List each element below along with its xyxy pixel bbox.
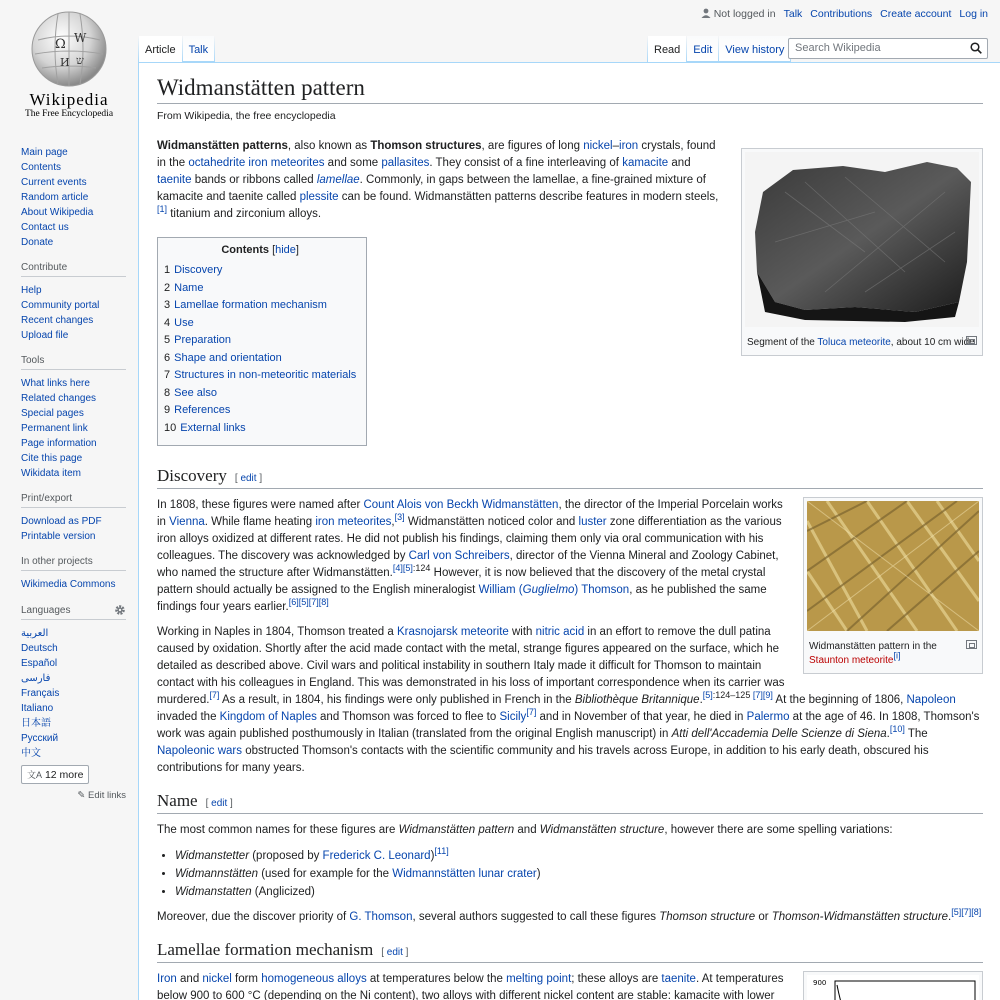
create-account-link[interactable]: Create account [880,8,952,20]
thumbnail-caption: Segment of the Toluca meteorite, about 10 cm wide [745,332,979,352]
print-portal [21,493,126,544]
toc-hide-button[interactable]: hide [275,244,296,256]
svg-text:W: W [74,31,87,45]
section-heading-discovery: Discovery [ edit ] [157,466,983,489]
sidebar-item-main-page[interactable]: Main page [21,147,68,158]
page-title: Widmanstätten pattern [157,75,983,104]
discovery-paragraph-2: Working in Naples in 1804, Thomson treated a Krasnojarsk meteorite with nitric acid in an effort to remove the dull patina caused by oxidation. Shortly after the acid made contact with the metal, strange figures appeared on the surface, which he detailed as described above. Civil wars and political instability in southern Italy made it difficult for Thomson to maintain contact with his colleagues in England. This was demonstrated in his loss of important correspondence when its carrier was murdered.[7] As a result, in 1804, his findings were only published in French in the Bibliothèque Britannique.[5]:124–125 [7][9] At the beginning of 1806, Napoleon invaded the Kingdom of Naples and Thomson was forced to flee to Sicily[7] and in November of that year, he died in Palermo at the age of 46. In 1808, Thomson's work was again published posthumously in Italian (translated from the original English manuscript) in Atti dell'Accademia Delle Scienze di Siena.[10] The Napoleonic wars obstructed Thomson's contacts with the scientific community and his travels across Europe, in addition to his early death, obscured his contributions for many years. [157,626,980,774]
sidebar-item-cite-this-page[interactable]: Cite this page [21,453,83,464]
sidebar-item-lang-ru[interactable]: Русский [21,733,59,744]
sidebar-item-current-events[interactable]: Current events [21,177,87,188]
sidebar-item-wikimedia-commons[interactable]: Wikimedia Commons [21,579,116,590]
logo-wordmark: Wikipedia [29,90,109,109]
navigation-portal [21,145,126,250]
sidebar-item-special-pages[interactable]: Special pages [21,408,84,419]
languages-portal [21,604,126,801]
section-heading-lamellae: Lamellae formation mechanism [ edit ] [157,940,983,963]
sidebar-item-upload-file[interactable]: Upload file [21,330,69,341]
sidebar-item-community-portal[interactable]: Community portal [21,300,100,311]
toc-item-preparation[interactable]: 5 Preparation [164,334,231,346]
thumbnail-caption: Widmanstätten pattern in the Staunton meteorite[i] [807,636,979,670]
tools-heading: Tools [21,355,126,370]
sidebar-item-recent-changes[interactable]: Recent changes [21,315,94,326]
more-languages-button[interactable] [21,765,89,784]
toc-item-use[interactable]: 4 Use [164,316,194,329]
toluca-meteorite-image[interactable] [745,152,979,327]
contribute-heading: Contribute [21,262,126,277]
tab-talk[interactable]: Talk [183,36,215,62]
toc-item-external-links[interactable]: 10 External links [164,421,246,434]
name-paragraph-2: Moreover, due the discover priority of G. Thomson, several authors suggested to call these figures Thomson structure or Thomson-Widmanstätten structure.[5][7][8] [157,907,982,923]
toc-item-name[interactable]: 2 Name [164,281,204,294]
svg-text:И: И [60,56,70,69]
sidebar-item-printable-version[interactable]: Printable version [21,531,96,542]
thumbnail-toluca [741,148,983,356]
name-paragraph-1: The most common names for these figures are Widmanstätten pattern and Widmanstätten structure, however there are some spelling variations: [157,824,893,836]
user-icon [701,8,711,18]
sidebar-item-lang-ar[interactable]: العربية [21,628,49,639]
sidebar-item-about[interactable]: About Wikipedia [21,207,94,218]
talk-link[interactable]: Talk [783,8,803,20]
login-link[interactable]: Log in [959,8,988,20]
sidebar-item-page-information[interactable]: Page information [21,438,97,449]
sidebar-item-permanent-link[interactable]: Permanent link [21,423,88,434]
toc-item-discovery[interactable]: 1 Discovery [164,264,223,276]
pencil-icon: ✎ [77,790,86,801]
translate-icon: 文A [27,770,43,780]
sidebar-item-lang-zh[interactable]: 中文 [21,748,41,759]
enlarge-icon[interactable] [966,336,977,345]
tab-read[interactable]: Read [648,36,686,62]
toluca-meteorite-link[interactable]: Toluca meteorite [817,337,891,348]
edit-links[interactable] [21,790,126,801]
toc-title: Contents [hide] [221,244,299,256]
edit-section-discovery[interactable]: edit [240,473,257,484]
sidebar-item-lang-de[interactable]: Deutsch [21,643,58,654]
lead-paragraph: Widmanstätten patterns, also known as Thomson structures, are figures of long nickel–iron crystals, found in the octahedrite iron meteorites and some pallasites. They consist of a fine interleaving of kamacite and taenite bands or ribbons called lamellae. Commonly, in gaps between the lamellae, a fine-grained mixture of kamacite and taenite called plessite can be found. Widmanstätten patterns describe features in modern steels,[1] titanium and zirconium alloys. [157,140,719,220]
tab-view-history[interactable]: View history [719,36,790,62]
list-item: • Widmanstatten (Anglicized) [175,883,983,901]
sidebar-item-download-pdf[interactable]: Download as PDF [21,516,102,527]
sidebar-item-contents[interactable]: Contents [21,162,62,173]
svg-text:Ω: Ω [55,37,66,52]
enlarge-icon[interactable] [966,640,977,649]
section-heading-name: Name [ edit ] [157,791,983,814]
contributions-link[interactable]: Contributions [810,8,873,20]
table-of-contents [157,237,367,446]
wikipedia-logo[interactable] [0,0,138,130]
lamellae-paragraph-1: Iron and nickel form homogeneous alloys at temperatures below the melting point; these alloys are taenite. At temperatures below 900 to 600 °C (depending on the Ni content), two alloys with different nickel content are stable: kamacite with lower [157,973,784,1000]
thumbnail-staunton [803,497,983,674]
languages-heading [21,604,126,620]
sidebar-item-lang-fa[interactable]: فارسی [21,673,51,684]
sidebar-item-contact[interactable]: Contact us [21,222,69,233]
edit-section-lamellae[interactable]: edit [386,947,403,958]
search-placeholder: Search Wikipedia [795,42,881,54]
toc-item-see-also[interactable]: 8 See also [164,386,217,399]
svg-text:900: 900 [813,979,827,987]
toc-item-structures[interactable]: 7 Structures in non-meteoritic materials [164,369,357,381]
sidebar-item-random-article[interactable]: Random article [21,192,89,203]
edit-section-name[interactable]: edit [211,798,228,809]
thumbnail-phase-diagram [803,971,983,1000]
tab-article[interactable]: Article [139,36,182,62]
list-item: • Widmanstetter (proposed by Frederick C. Leonard)[11] [175,847,983,865]
sidebar-item-wikidata-item[interactable]: Wikidata item [21,468,82,479]
search-input[interactable] [788,38,988,59]
sidebar-item-lang-fr[interactable]: Français [21,688,60,699]
spelling-variations-list [157,847,983,901]
staunton-meteorite-link[interactable]: Staunton meteorite [809,655,894,666]
sidebar-item-lang-es[interactable]: Español [21,658,58,669]
site-tagline: From Wikipedia, the free encyclopedia [157,110,336,122]
edit-links-label: Edit links [87,790,126,801]
sidebar-item-donate[interactable]: Donate [21,237,54,248]
toc-item-references[interactable]: 9 References [164,404,231,416]
discovery-paragraph-1: In 1808, these figures were named after Count Alois von Beckh Widmanstätten, the director of the Imperial Porcelain works in Vienna. While flame heating iron meteorites,[3] Widmanstätten noticed color and luster zone differentiation as the various iron alloys oxidized at different rates. He did not publish his findings, claiming them only via oral communication with his colleagues. The discovery was acknowledged by Carl von Schreibers, director of the Vienna Mineral and Zoology Cabinet, who named the structure after Widmanstätten.$^{[4][5]:124}$ However, it is now believed that the discovery of the metal crystal pattern should actually be assigned to the English mineralogist William (Guglielmo) Thomson, as he published the same findings four years earlier.[6][5][7][8] [157,499,783,613]
not-logged-in-label: Not logged in [713,8,776,20]
contribute-portal [21,262,126,343]
projects-portal [21,556,126,592]
list-item: • Widmannstätten (used for example for the Widmannstätten lunar crater) [175,865,983,883]
languages-heading-label: Languages [21,604,71,616]
svg-text:ש: ש [76,54,84,67]
print-heading: Print/export [21,493,126,508]
toc-item-lamellae[interactable]: 3 Lamellae formation mechanism [164,299,327,311]
sidebar-item-related-changes[interactable]: Related changes [21,393,97,404]
sidebar-item-lang-it[interactable]: Italiano [21,703,54,714]
sidebar-item-what-links-here[interactable]: What links here [21,378,90,389]
tab-edit[interactable]: Edit [687,36,718,62]
toc-item-shape[interactable]: 6 Shape and orientation [164,351,282,364]
main-content [138,62,1000,1000]
logo-tagline: The Free Encyclopedia [24,109,114,119]
sidebar-item-help[interactable]: Help [21,285,42,296]
puzzle-globe-icon [30,10,108,88]
tools-portal [21,355,126,481]
user-status [701,8,776,20]
staunton-meteorite-image[interactable] [807,501,979,631]
sidebar-item-lang-ja[interactable]: 日本語 [21,718,51,729]
gear-icon[interactable] [114,604,126,616]
projects-heading: In other projects [21,556,126,571]
article-body [157,75,983,1000]
view-tabs [647,36,791,62]
personal-tools [701,8,988,20]
sidebar [21,145,126,813]
phase-diagram-image[interactable] [807,975,979,1000]
search-icon[interactable] [970,42,982,54]
more-languages-label: 12 more [44,769,84,781]
namespace-tabs [138,36,215,62]
